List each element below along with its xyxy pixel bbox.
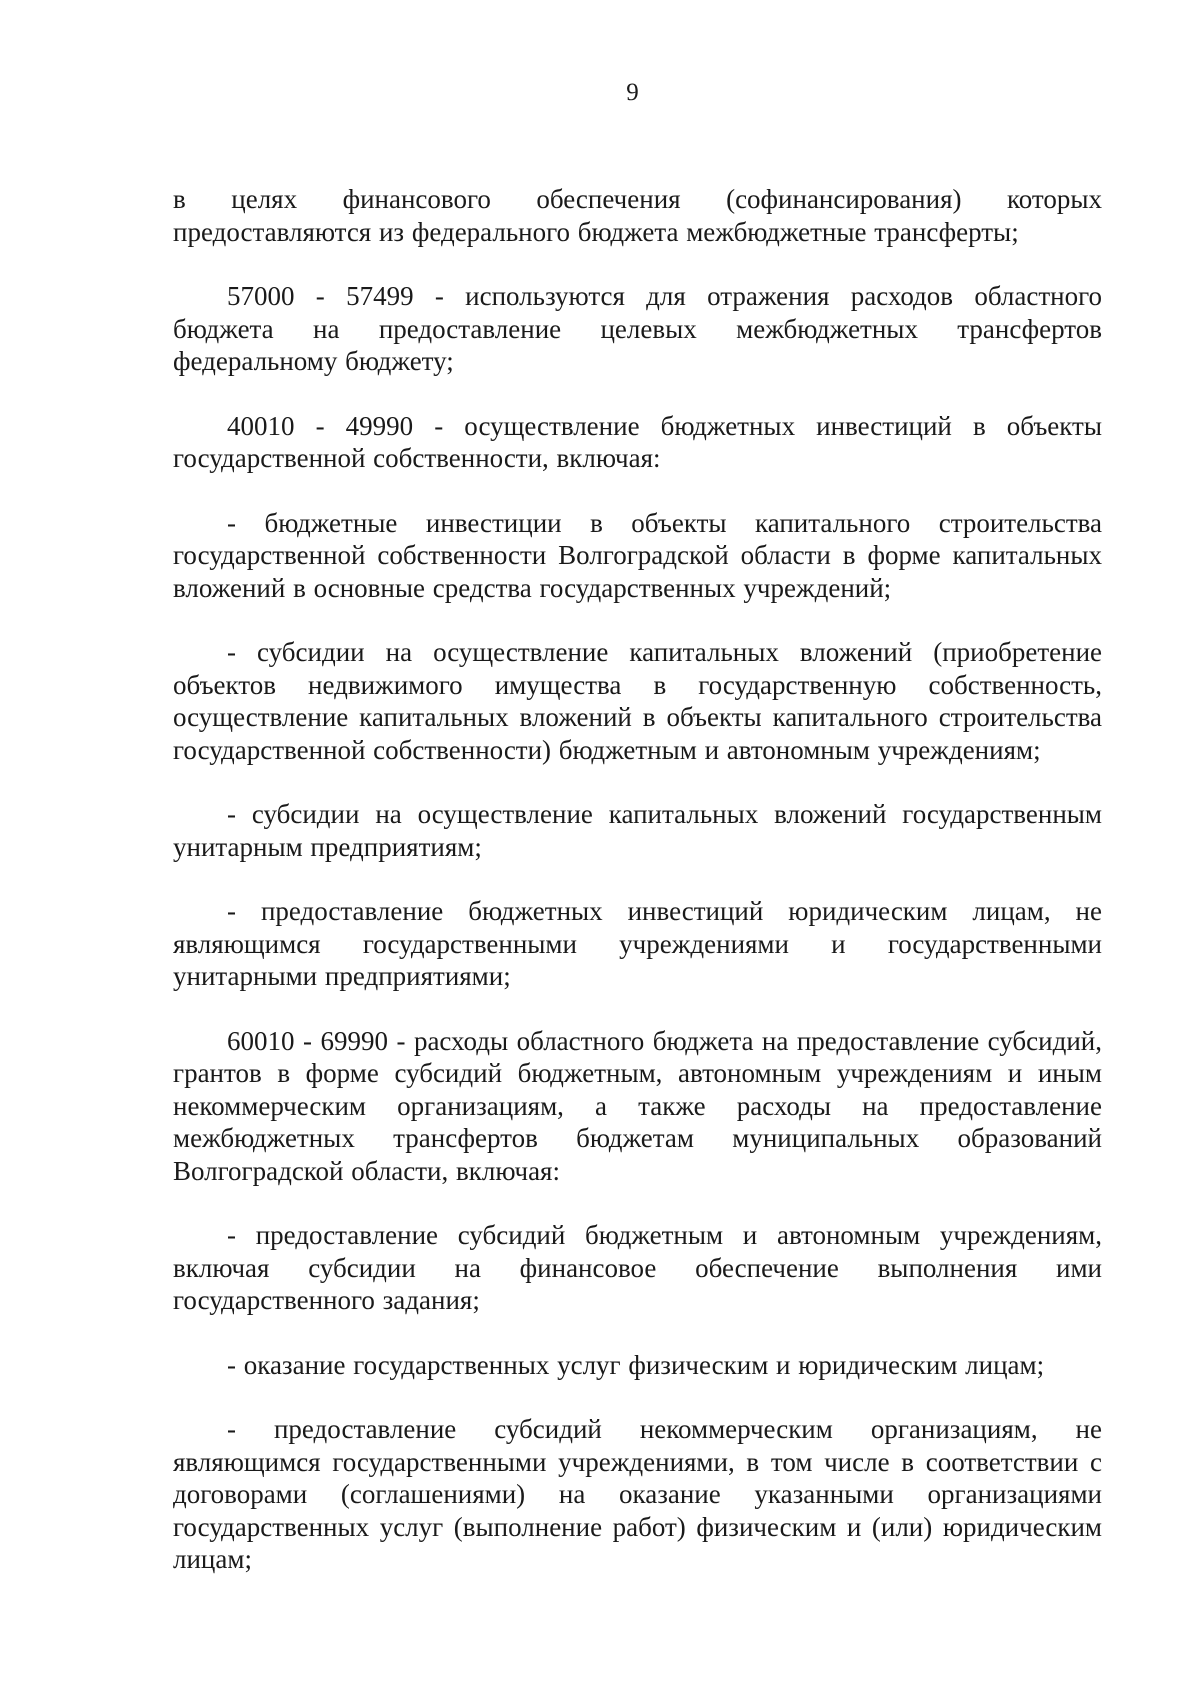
list-item-budget-investments: - бюджетные инвестиции в объекты капитального строительства государственной собственности Волгоградской области в форме капитальных вложений в основные средства государственных учреждений; — [173, 507, 1102, 603]
page-number: 9 — [626, 79, 639, 106]
list-item-subsidies-nonprofits: - предоставление субсидий некоммерческим организациям, не являющимся государственными учреждениями, в том числе в соответствии с договорами (соглашениями) на оказание указанными организациями государственных услуг (выполнение работ) физическим и (или) юридическим лицам; — [173, 1414, 1102, 1574]
list-item-state-services: - оказание государственных услуг физическим и юридическим лицам; — [227, 1349, 1045, 1380]
paragraph-code-40010: 40010 - 49990 - осуществление бюджетных инвестиций в объекты государственной собственности, включая: — [173, 410, 1102, 473]
paragraph-code-57000: 57000 - 57499 - используются для отражения расходов областного бюджета на предоставление целевых межбюджетных трансфертов федеральному бюджету; — [173, 281, 1102, 376]
list-item-subsidies-capital-institutions: - субсидии на осуществление капитальных вложений (приобретение объектов недвижимого имущества в государственную собственность, осуществление капитальных вложений в объекты капитального строительства государственной собственности) бюджетным и автономным учреждениям; — [173, 637, 1102, 765]
list-item-subsidies-institutions: - предоставление субсидий бюджетным и автономным учреждениям, включая субсидии на финансовое обеспечение выполнения ими государственного задания; — [173, 1220, 1102, 1315]
document-body — [173, 183, 1102, 1608]
paragraph-continuation: в целях финансового обеспечения (софинансирования) которых предоставляются из федерального бюджета межбюджетные трансферты; — [173, 184, 1102, 247]
paragraph-code-60010: 60010 - 69990 - расходы областного бюджета на предоставление субсидий, грантов в форме субсидий бюджетным, автономным учреждениям и иным некоммерческим организациям, а также расходы на предоставление межбюджетных трансфертов бюджетам муниципальных образований Волгоградской области, включая: — [173, 1025, 1102, 1186]
list-item-investments-legal-entities: - предоставление бюджетных инвестиций юридическим лицам, не являющимся государственными учреждениями и государственными унитарными предприятиями; — [173, 896, 1102, 991]
list-item-subsidies-capital-enterprises: - субсидии на осуществление капитальных вложений государственным унитарным предприятиям; — [173, 799, 1102, 862]
